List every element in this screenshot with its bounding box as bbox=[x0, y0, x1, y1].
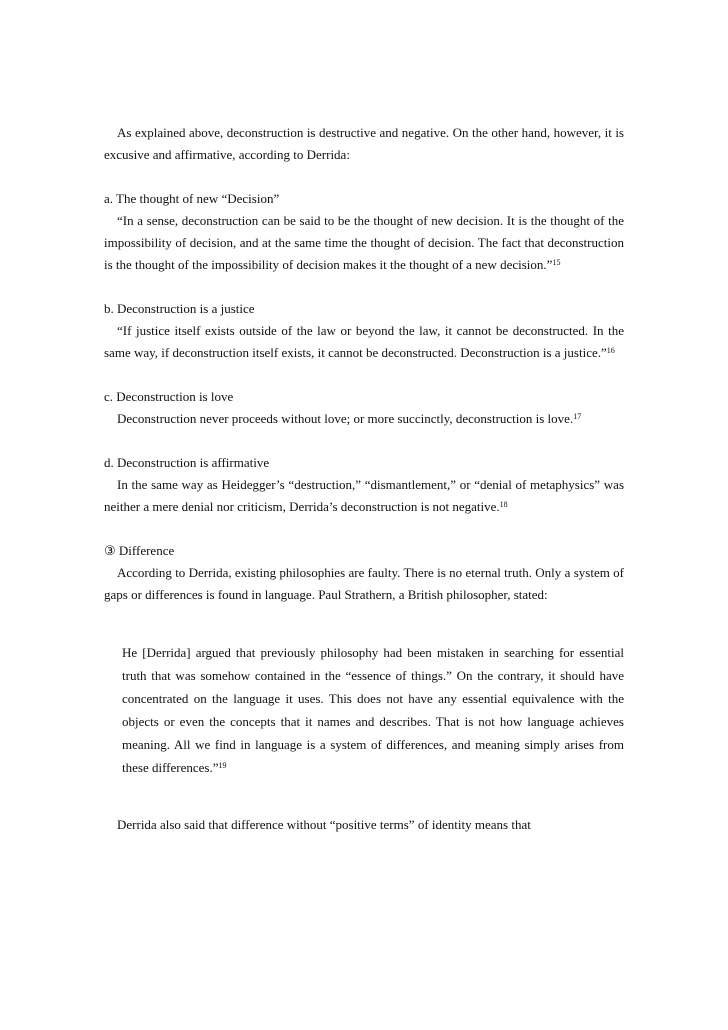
section-b-heading: b. Deconstruction is a justice bbox=[104, 301, 255, 316]
difference-heading: ③ Difference bbox=[104, 543, 175, 558]
section-a-heading: a. The thought of new “Decision” bbox=[104, 191, 280, 206]
section-b-text bbox=[104, 320, 624, 364]
strathern-block-quote bbox=[122, 641, 624, 779]
footnote-ref-15[interactable]: 15 bbox=[552, 258, 561, 267]
section-b-quote: “If justice itself exists outside of the law or beyond the law, it cannot be deconstructed. In the same way, if deconstruction itself exists, it cannot be deconstructed. Deconstruction is a justice.” bbox=[104, 323, 624, 360]
section-d-body: In the same way as Heidegger’s “destruction,” “dismantlement,” or “denial of metaphysics” was neither a mere denial nor criticism, Derrida’s deconstruction is not negative. bbox=[104, 477, 624, 514]
section-c-body: Deconstruction never proceeds without love; or more succinctly, deconstruction is love. bbox=[117, 411, 574, 426]
footnote-ref-17[interactable]: 17 bbox=[573, 412, 582, 421]
difference-text: According to Derrida, existing philosophies are faulty. There is no eternal truth. Only a system of gaps or differences is found in language. Paul Strathern, a British philosopher, stated: bbox=[104, 565, 624, 602]
section-d-text bbox=[104, 474, 624, 518]
section-c-text bbox=[104, 408, 624, 430]
section-a-quote: “In a sense, deconstruction can be said to be the thought of new decision. It is the thought of the impossibility of decision, and at the same time the thought of decision. The fact that deconstruction is the thought of the impossibility of decision makes it the thought of a new decision.” bbox=[104, 213, 624, 272]
section-c-heading: c. Deconstruction is love bbox=[104, 389, 234, 404]
footnote-ref-16[interactable]: 16 bbox=[606, 346, 615, 355]
footnote-ref-19[interactable]: 19 bbox=[218, 761, 227, 770]
block-quote-text: He [Derrida] argued that previously philosophy had been mistaken in searching for essential truth that was somehow contained in the “essence of things.” On the contrary, it should have concentrated on the language it uses. This does not have any essential equivalence with the objects or even the concepts that it names and describes. That is not how language achieves meaning. All we find in language is a system of differences, and meaning simply arises from these differences.” bbox=[122, 645, 624, 775]
closing-paragraph: Derrida also said that difference without “positive terms” of identity means that bbox=[117, 817, 531, 832]
footnote-ref-18[interactable]: 18 bbox=[499, 500, 508, 509]
intro-paragraph: As explained above, deconstruction is destructive and negative. On the other hand, however, it is excusive and affirmative, according to Derrida: bbox=[104, 125, 624, 162]
section-a-text bbox=[104, 210, 624, 276]
document-page bbox=[104, 122, 624, 836]
section-d-heading: d. Deconstruction is affirmative bbox=[104, 455, 270, 470]
